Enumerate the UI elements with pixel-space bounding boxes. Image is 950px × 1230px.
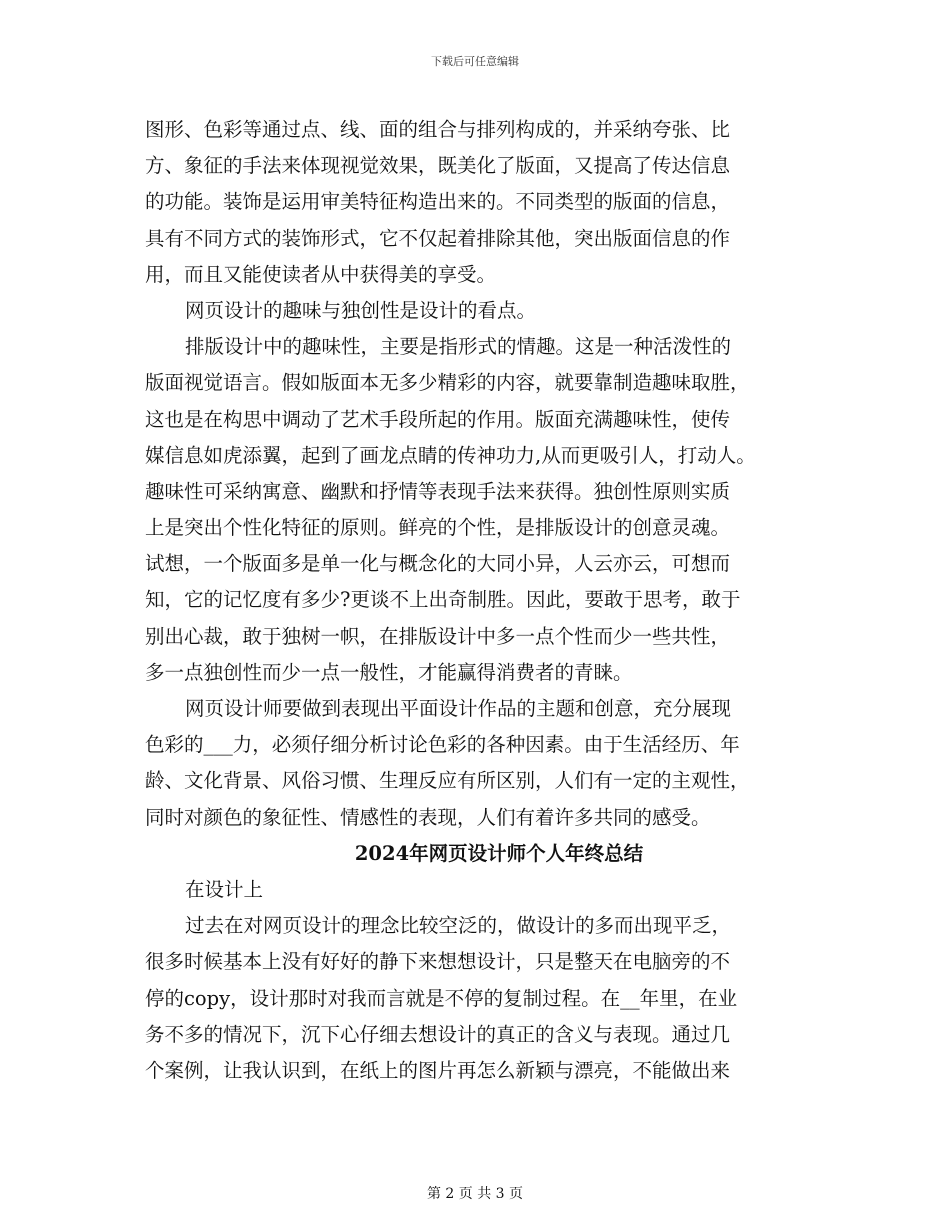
text-line: 务不多的情况下，沉下心仔细去想设计的真正的含义与表现。通过几 — [145, 1022, 731, 1046]
text-line: 多一点独创性而少一点一般性，才能赢得消费者的青睐。 — [145, 660, 633, 684]
text-line: 的功能。装饰是运用审美特征构造出来的。不同类型的版面的信息， — [145, 190, 731, 214]
text-line: 用，而且又能使读者从中获得美的享受。 — [145, 262, 497, 286]
text-line: 龄、文化背景、风俗习惯、生理反应有所区别，人们有一定的主观性， — [145, 769, 750, 793]
text-line: 媒信息如虎添翼，起到了画龙点睛的传神功力,从而更吸引人，打动人。 — [145, 443, 756, 467]
text-line: 方、象征的手法来体现视觉效果，既美化了版面，又提高了传达信息 — [145, 154, 731, 178]
text-line: 网页设计的趣味与独创性是设计的看点。 — [185, 298, 537, 322]
text-line: 排版设计中的趣味性，主要是指形式的情趣。这是一种活泼性的 — [185, 335, 732, 359]
section-title: 2024年网页设计师个人年终总结 — [354, 841, 644, 865]
text-line: 趣味性可采纳寓意、幽默和抒情等表现手法来获得。独创性原则实质 — [145, 479, 731, 503]
text-line: 色彩的___力，必须仔细分析讨论色彩的各种因素。由于生活经历、年 — [145, 733, 740, 757]
text-line: 版面视觉语言。假如版面本无多少精彩的内容，就要靠制造趣味取胜， — [145, 371, 750, 395]
text-line: 在设计上 — [185, 877, 264, 901]
text-line: 同时对颜色的象征性、情感性的表现，人们有着许多共同的感受。 — [145, 805, 711, 829]
text-line: 具有不同方式的装饰形式，它不仅起着排除其他，突出版面信息的作 — [145, 226, 731, 250]
page-header: 下载后可任意编辑 — [431, 55, 519, 68]
text-line: 上是突出个性化特征的原则。鲜亮的个性，是排版设计的创意灵魂。 — [145, 516, 731, 540]
text-line: 试想，一个版面多是单一化与概念化的大同小异，人云亦云，可想而 — [145, 552, 731, 576]
text-line: 知，它的记忆度有多少?更谈不上出奇制胜。因此，要敢于思考，敢于 — [145, 588, 741, 612]
document-body — [145, 112, 813, 1089]
page-footer: 第 2 页 共 3 页 — [426, 1186, 524, 1202]
text-line: 网页设计师要做到表现出平面设计作品的主题和创意，充分展现 — [185, 697, 732, 720]
text-line: 个案例，让我认识到，在纸上的图片再怎么新颖与漂亮，不能做出来 — [145, 1058, 731, 1082]
text-line: 停的copy，设计那时对我而言就是不停的复制过程。在__年里，在业 — [145, 986, 738, 1010]
text-line: 很多时候基本上没有好好的静下来想想设计，只是整天在电脑旁的不 — [145, 950, 731, 974]
text-line: 图形、色彩等通过点、线、面的组合与排列构成的，并采纳夸张、比 — [145, 118, 731, 141]
text-line: 过去在对网页设计的理念比较空泛的，做设计的多而出现平乏， — [185, 914, 732, 938]
text-line: 这也是在构思中调动了艺术手段所起的作用。版面充满趣味性，使传 — [145, 407, 731, 431]
text-line: 别出心裁，敢于独树一帜，在排版设计中多一点个性而少一些共性， — [145, 624, 731, 648]
